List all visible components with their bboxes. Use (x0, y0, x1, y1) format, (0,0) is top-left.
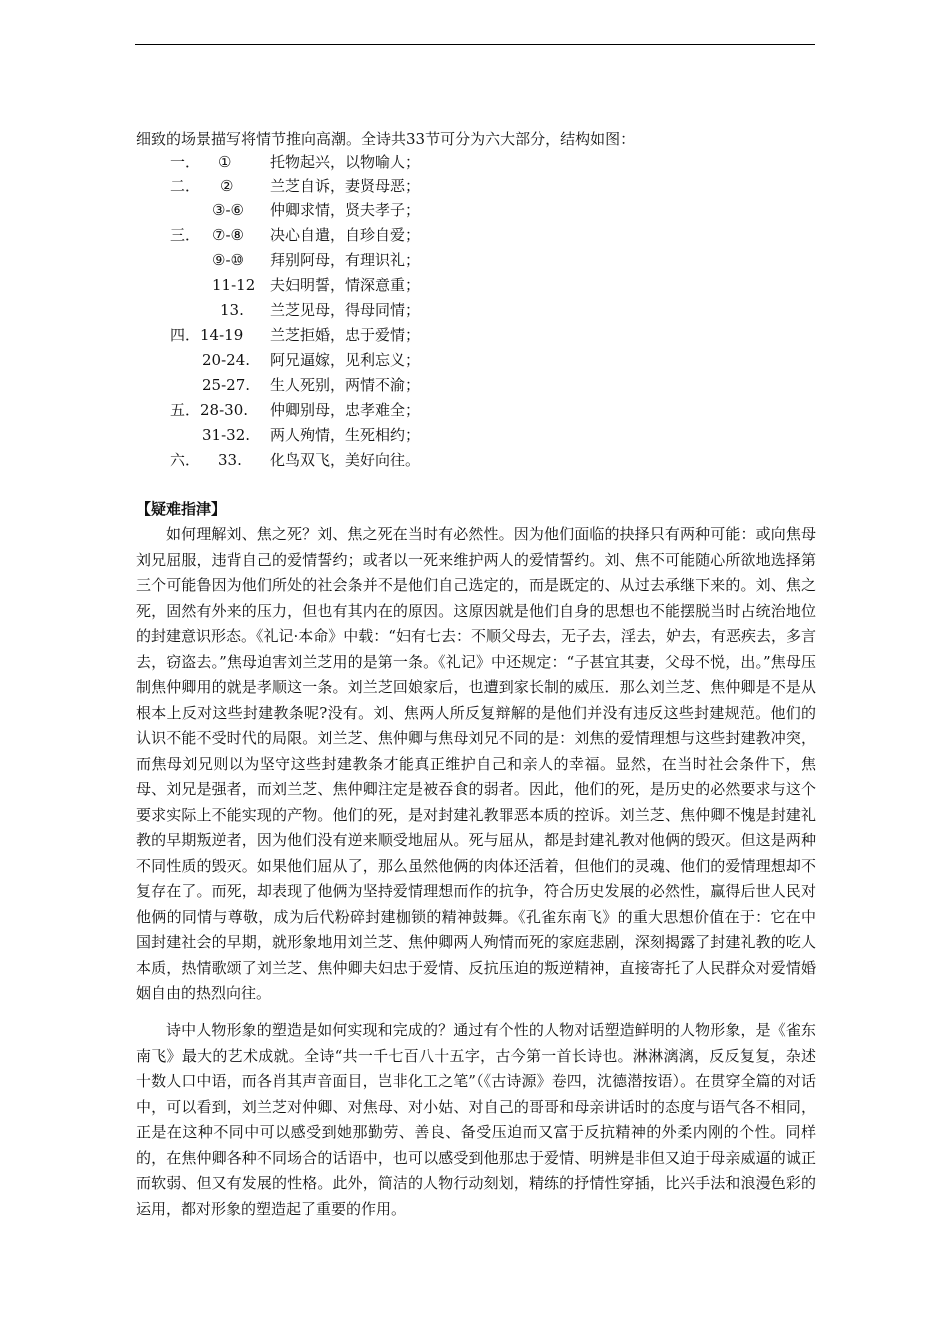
outline-desc: 兰芝拒婚，忠于爱情； (270, 326, 421, 344)
outline-section: 14-19 (200, 326, 244, 344)
outline-desc: 仲卿别母，忠孝难全； (270, 401, 421, 419)
outline-part: 六． (170, 451, 201, 469)
outline-section: ⑨-⑩ (212, 251, 244, 269)
header-rule (135, 44, 815, 45)
outline-part: 二． (170, 177, 201, 195)
outline-desc: 托物起兴，以物喻人； (270, 153, 421, 171)
outline-section: 33. (218, 451, 242, 469)
outline-section: 28-30. (200, 401, 249, 419)
outline-desc: 生人死别，两情不渝； (270, 376, 421, 394)
outline-desc: 夫妇明誓，情深意重； (270, 276, 421, 294)
outline-section: ① (218, 153, 232, 171)
outline-section: 13. (220, 301, 244, 319)
outline-desc: 兰芝自诉，妻贤母恶； (270, 177, 421, 195)
outline-desc: 拜别阿母，有理识礼； (270, 251, 421, 269)
outline-part: 四． (170, 326, 201, 344)
outline-section: ③-⑥ (212, 201, 244, 219)
outline-section: 20-24. (202, 351, 251, 369)
outline-section: ⑦-⑧ (212, 226, 244, 244)
outline-desc: 决心自遣，自珍自爱； (270, 226, 421, 244)
outline-section: 25-27. (202, 376, 251, 394)
outline-desc: 阿兄逼嫁，见利忘义； (270, 351, 421, 369)
intro-line: 细致的场景描写将情节推向高潮。全诗共33节可分为六大部分，结构如图： (136, 130, 636, 148)
body-paragraph: 诗中人物形象的塑造是如何实现和完成的？通过有个性的人物对话塑造鲜明的人物形象，是《雀东南飞》最大的艺术成就。全诗“共一千七百八十五字，古今第一首长诗也。淋淋漓漓，反反复复，杂述十数人口中语，而各肖其声音面目，岂非化工之笔”（《古诗源》卷四，沈德潜按语）。在贯穿全篇的对话中，可以看到，刘兰芝对仲卿、对焦母、对小姑、对自己的哥哥和母亲讲话时的态度与语气各不相同，正是在这种不同中可以感受到她那勤劳、善良、备受压迫而又富于反抗精神的外柔内刚的个性。同样的，在焦仲卿各种不同场合的话语中，也可以感受到他那忠于爱情、明辨是非但又迫于母亲威逼的诚正而软弱、但又有发展的性格。此外，简洁的人物行动刻划，精练的抒情性穿插，比兴手法和浪漫色彩的运用，都对形象的塑造起了重要的作用。 (136, 1021, 816, 1218)
outline-desc: 仲卿求情，贤夫孝子； (270, 201, 421, 219)
outline-part: 一． (170, 153, 201, 171)
outline-desc: 化鸟双飞，美好向往。 (270, 451, 421, 469)
outline-desc: 兰芝见母，得母同情； (270, 301, 421, 319)
outline-section: 31-32. (202, 426, 251, 444)
section-heading: 【疑难指津】 (136, 500, 227, 518)
outline-section: ② (220, 177, 234, 195)
outline-part: 三． (170, 226, 201, 244)
body-paragraph: 如何理解刘、焦之死？刘、焦之死在当时有必然性。因为他们面临的抉择只有两种可能：或向焦母刘兄屈服，违背自己的爱情誓约；或者以一死来维护两人的爱情誓约。刘、焦不可能随心所欲地选择第三个可能鲁因为他们所处的社会条并不是他们自己选定的，而是既定的、从过去承继下来的。刘、焦之死，固然有外来的压力，但也有其内在的原因。这原因就是他们自身的思想也不能摆脱当时占统治地位的封建意识形态。《礼记·本命》中载：“妇有七去：不顺父母去，无子去，淫去，妒去，有恶疾去，多言去，窃盗去。”焦母迫害刘兰芝用的是第一条。《礼记》中还规定：“子甚宜其妻，父母不悦，出。”焦母压制焦仲卿用的就是孝顺这一条。刘兰芝回娘家后，也遭到家长制的威压．那么刘兰芝、焦仲卿是不是从根本上反对这些封建教条呢?没有。刘、焦两人所反复辩解的是他们并没有违反这些封建规范。他们的认识不能不受时代的局限。刘兰芝、焦仲卿与焦母刘兄不同的是：刘焦的爱情理想与这些封建教冲突，而焦母刘兄则以为坚守这些封建教条才能真正维护自己和亲人的幸福。显然，在当时社会条件下，焦母、刘兄是强者，而刘兰芝、焦仲卿注定是被吞食的弱者。因此，他们的死，是历史的必然要求与这个要求实际上不能实现的产物。他们的死，是对封建礼教罪恶本质的控诉。刘兰芝、焦仲卿不愧是封建礼教的早期叛逆者，因为他们没有逆来顺受地屈从。死与屈从，都是封建礼教对他俩的毁灭。但这是两种不同性质的毁灭。如果他们屈从了，那么虽然他俩的肉体还活着，但他们的灵魂、他们的爱情理想却不复存在了。而死，却表现了他俩为坚持爱情理想而作的抗争，符合历史发展的必然性，赢得后世人民对他俩的同情与尊敬，成为后代粉碎封建枷锁的精神鼓舞。《孔雀东南飞》的重大思想价值在于：它在中国封建社会的早期，就形象地用刘兰芝、焦仲卿两人殉情而死的家庭悲剧，深刻揭露了封建礼教的吃人本质，热情歌颂了刘兰芝、焦仲卿夫妇忠于爱情、反抗压迫的叛逆精神，直接寄托了人民群众对爱情婚姻自由的热烈向往。 (136, 525, 816, 1002)
outline-part: 五． (170, 401, 201, 419)
outline-section: 11-12 (212, 276, 256, 294)
outline-desc: 两人殉情，生死相约； (270, 426, 421, 444)
